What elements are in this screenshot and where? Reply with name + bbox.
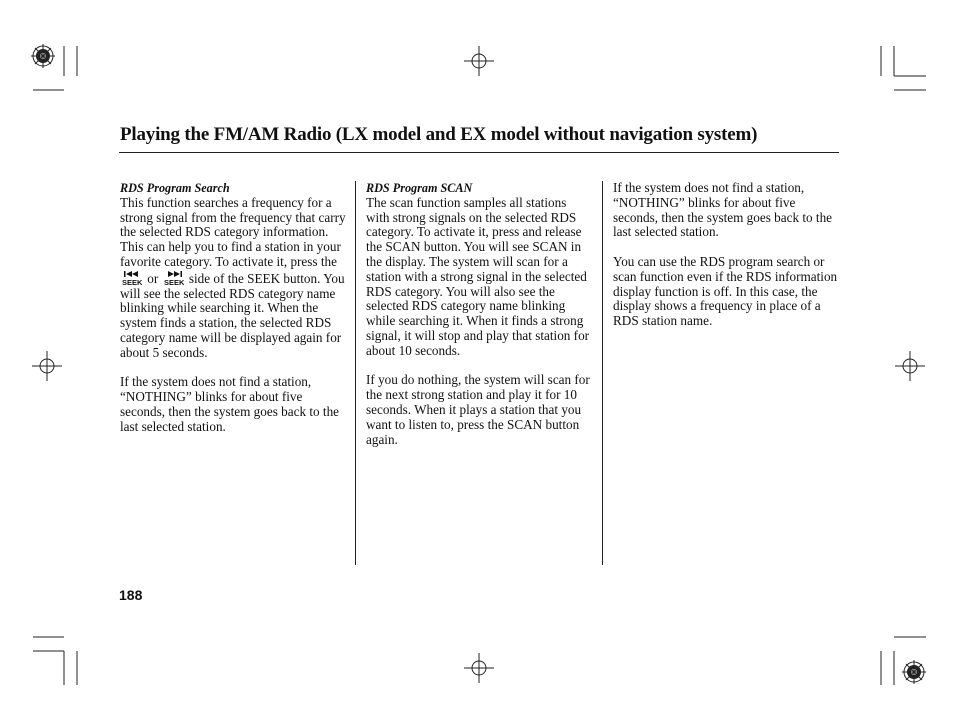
seek-label: SEEK xyxy=(122,277,142,286)
section-heading: RDS Program SCAN xyxy=(366,181,473,195)
paragraph: If the system does not find a station, “NOTHING” blinks for about five seconds, then the system goes back to the last selected station. xyxy=(120,374,340,434)
seek-up-icon xyxy=(164,270,184,286)
column-divider xyxy=(602,181,603,565)
paragraph-text: or xyxy=(147,270,159,286)
column-divider xyxy=(355,181,356,565)
paragraph-text: This function searches a frequency for a strong signal from the frequency that carry the selected RDS category information. This can help you to find a station in your favorite category. To activate it, press the xyxy=(120,194,346,269)
title-divider xyxy=(119,152,839,153)
page-title: Playing the FM/AM Radio (LX model and EX model without navigation system) xyxy=(120,124,758,145)
column-rds-program-search xyxy=(120,181,346,435)
seek-down-icon xyxy=(122,270,142,286)
column-notes xyxy=(613,181,839,329)
seek-label: SEEK xyxy=(163,277,184,286)
page-number: 188 xyxy=(119,587,143,603)
paragraph: If you do nothing, the system will scan for the next strong station and play it for 10 seconds. When it plays a station that you want to listen to, press the SCAN button again. xyxy=(366,372,590,447)
paragraph: If the system does not find a station, “NOTHING” blinks for about five seconds, then the system goes back to the last selected station. xyxy=(613,180,833,240)
paragraph: You can use the RDS program search or scan function even if the RDS information display function is off. In this case, the display shows a frequency in place of a RDS station name. xyxy=(613,253,838,329)
paragraph-text: side of the SEEK button. You will see the selected RDS category name blinking while searching it. When the system finds a station, the selected RDS category name will be displayed again for about 5 seconds. xyxy=(120,270,345,360)
paragraph: The scan function samples all stations with strong signals on the selected RDS category. To activate it, press and release the SCAN button. You will see SCAN in the display. The system will scan for a station with a strong signal in the selected RDS category. You will also see the selected RDS category name blinking while searching it. When it finds a strong signal, it will stop and play that station for about 10 seconds. xyxy=(366,194,590,358)
column-rds-program-scan xyxy=(366,181,592,447)
section-heading: RDS Program Search xyxy=(120,181,230,195)
paragraph xyxy=(120,196,346,361)
